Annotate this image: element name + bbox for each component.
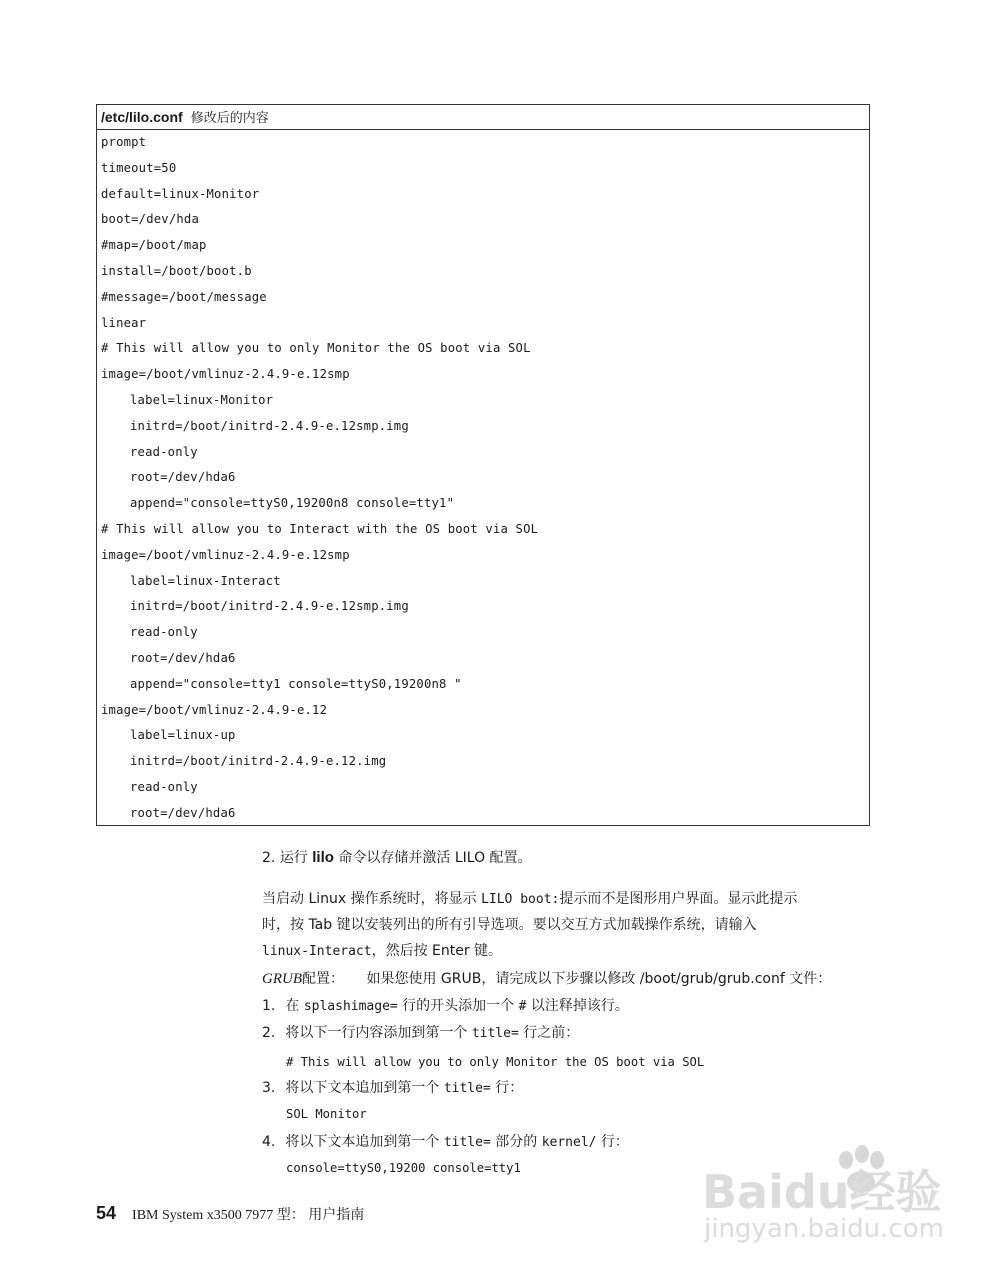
code-lines (97, 130, 869, 827)
inline-code: title= (443, 1135, 491, 1150)
paragraph-line (262, 886, 872, 912)
code-listing-box (96, 104, 870, 826)
step-text: 行之前： (518, 1025, 580, 1041)
step-text: 将以下一行内容添加到第一个 (285, 1025, 472, 1041)
inline-code: title= (443, 1081, 491, 1096)
code-listing-header (97, 105, 869, 130)
text: 当启动 Linux 操作系统时，将显示 (262, 891, 482, 907)
code-line: timeout=50 (101, 160, 177, 175)
grub-intro: 如果您使用 GRUB，请完成以下步骤以修改 /boot/grub/grub.conf 文件： (366, 971, 832, 987)
step-number: 4. (262, 1134, 276, 1150)
grub-step (262, 1077, 523, 1100)
code-line: root=/dev/hda6 (130, 650, 236, 665)
inline-code: # (518, 999, 527, 1014)
code-line: boot=/dev/hda (101, 212, 199, 227)
code-line: #map=/boot/map (101, 238, 207, 253)
code-line: label=linux-Monitor (130, 392, 274, 407)
code-line: # This will allow you to only Monitor the OS boot via SOL (101, 341, 531, 356)
step-run-lilo (262, 847, 532, 869)
code-line: image=/boot/vmlinuz-2.4.9-e.12smp (101, 367, 350, 382)
step-number: 2. (262, 850, 276, 866)
code-line: image=/boot/vmlinuz-2.4.9-e.12 (101, 702, 328, 717)
step-text: 命令以存储并激活 LILO 配置。 (338, 850, 532, 866)
code-line: initrd=/boot/initrd-2.4.9-e.12.img (130, 754, 387, 769)
code-line: label=linux-Interact (130, 573, 281, 588)
code-line: read-only (130, 444, 198, 459)
code-line: label=linux-up (130, 728, 236, 743)
code-line: append="console=ttyS0,19200n8 console=tty1" (130, 496, 455, 511)
inline-code: splashimage= (303, 999, 398, 1014)
watermark-brand: Baidu经验 (702, 1165, 942, 1219)
code-line: append="console=tty1 console=ttyS0,19200n8 " (130, 676, 462, 691)
text: ，然后按 Enter 键。 (371, 943, 503, 959)
grub-label: GRUB (262, 971, 302, 987)
code-listing-caption: 修改后的内容 (190, 111, 269, 126)
code-line: initrd=/boot/initrd-2.4.9-e.12smp.img (130, 418, 409, 433)
page-footer (96, 1203, 364, 1224)
grub-step (262, 1022, 579, 1045)
inline-code: kernel/ (541, 1135, 597, 1150)
code-line: image=/boot/vmlinuz-2.4.9-e.12smp (101, 547, 350, 562)
code-line: # This will allow you to Interact with the OS boot via SOL (101, 521, 539, 536)
code-snippet-step3: SOL Monitor (286, 1107, 367, 1121)
step-text: 在 (285, 998, 304, 1014)
code-line: install=/boot/boot.b (101, 263, 252, 278)
step-text: 将以下文本追加到第一个 (285, 1080, 444, 1096)
text: 提示而不是图形用户界面。显示此提示 (559, 891, 798, 907)
code-line: read-only (130, 779, 198, 794)
paragraph-line: 时，按 Tab 键以安装列出的所有引导选项。要以交互方式加载操作系统，请输入 (262, 917, 757, 933)
code-snippet-step2: # This will allow you to only Monitor the OS boot via SOL (286, 1055, 705, 1069)
inline-code: LILO boot: (481, 892, 560, 907)
code-line: prompt (101, 135, 147, 149)
step-number: 2. (262, 1025, 276, 1041)
code-line: linear (101, 315, 147, 330)
step-number: 1. (262, 998, 276, 1014)
code-line: default=linux-Monitor (101, 186, 260, 201)
code-snippet-step4: console=ttyS0,19200 console=tty1 (286, 1161, 521, 1175)
step-number: 3. (262, 1080, 276, 1096)
code-line: root=/dev/hda6 (130, 470, 236, 485)
page-number: 54 (96, 1203, 117, 1223)
code-line: read-only (130, 625, 198, 640)
step-text: 行： (490, 1080, 524, 1096)
code-line: #message=/boot/message (101, 289, 267, 304)
step-text: 行的开头添加一个 (397, 998, 519, 1014)
baidu-watermark-logo (700, 1140, 944, 1250)
step-text: 以注释掉该行。 (526, 998, 629, 1014)
code-listing-filename: /etc/lilo.conf (101, 109, 183, 125)
watermark-url: jingyan.baidu.com (704, 1214, 944, 1244)
grub-label-suffix: 配置： (302, 971, 344, 987)
step-text: 部分的 (490, 1134, 542, 1150)
step-text: 行： (596, 1134, 629, 1150)
step-text: 将以下文本追加到第一个 (285, 1134, 444, 1150)
code-line: root=/dev/hda6 (130, 805, 236, 820)
grub-step (262, 995, 629, 1018)
inline-code: title= (471, 1026, 519, 1041)
grub-section-heading (262, 968, 831, 990)
paragraph-line (262, 938, 872, 964)
grub-step (262, 1131, 629, 1154)
inline-code: linux-Interact (262, 944, 372, 959)
footer-text: IBM System x3500 7977 型： 用户指南 (132, 1208, 365, 1223)
lilo-command: lilo (312, 849, 334, 866)
step-text: 运行 (279, 850, 308, 866)
code-line: initrd=/boot/initrd-2.4.9-e.12smp.img (130, 599, 409, 614)
boot-description-paragraph (262, 886, 872, 964)
